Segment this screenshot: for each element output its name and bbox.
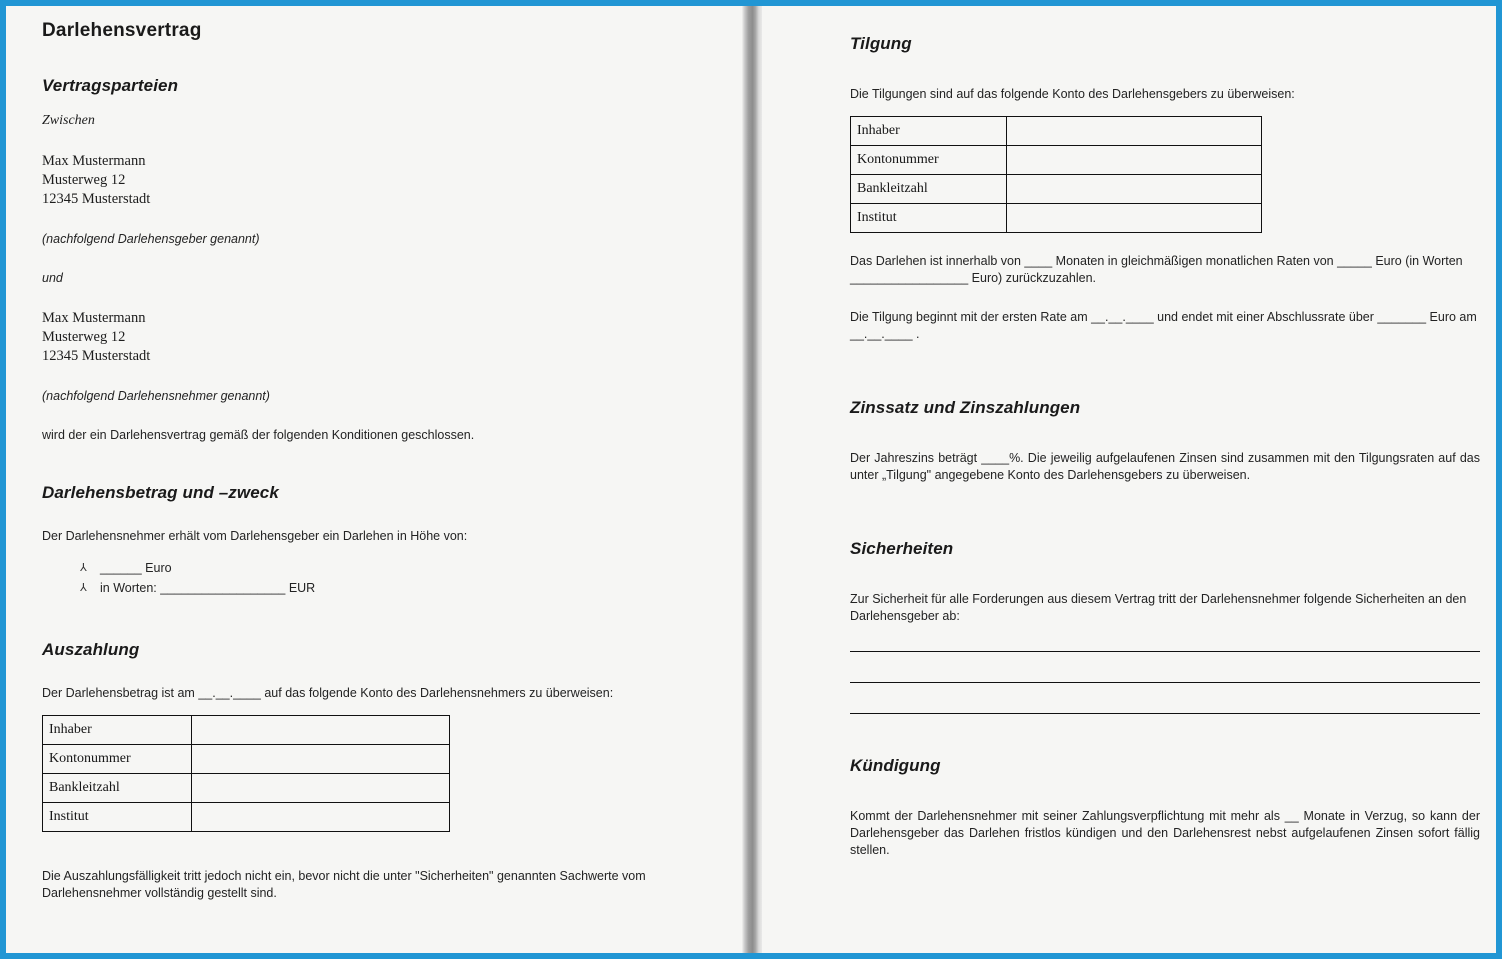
table-cell-value[interactable] bbox=[1006, 146, 1261, 175]
table-row bbox=[851, 117, 1262, 146]
page-title: Darlehensvertrag bbox=[42, 20, 202, 41]
table-cell-label: Institut bbox=[43, 803, 192, 832]
section-heading-kuendigung: Kündigung bbox=[850, 756, 941, 775]
table-cell-value[interactable] bbox=[191, 716, 450, 745]
section-heading-sicherheiten: Sicherheiten bbox=[850, 539, 954, 558]
darlehensbetrag-intro: Der Darlehensnehmer erhält vom Darlehensgeber ein Darlehen in Höhe von: bbox=[42, 529, 468, 543]
section-heading-tilgung: Tilgung bbox=[850, 34, 912, 53]
table-cell-label: Kontonummer bbox=[851, 146, 1007, 175]
spacer bbox=[42, 598, 702, 624]
list-item-label: in Worten: __________________ EUR bbox=[100, 581, 316, 595]
table-cell-value[interactable] bbox=[191, 803, 450, 832]
table-row bbox=[43, 716, 450, 745]
lender-address bbox=[42, 152, 702, 209]
spacer bbox=[850, 356, 1480, 382]
borrower-street: Musterweg 12 bbox=[42, 329, 126, 345]
page-gutter-shadow bbox=[742, 6, 764, 953]
darlehensbetrag-bullet-list bbox=[42, 558, 702, 598]
spacer bbox=[850, 740, 1480, 756]
tilgung-paragraph-2: Die Tilgung beginnt mit der ersten Rate am __.__.____ und endet mit einer Abschlussrate über _______ Euro am __.__.____ . bbox=[850, 310, 1477, 341]
vertragsparteien-closing: wird der ein Darlehensvertrag gemäß der folgenden Konditionen geschlossen. bbox=[42, 428, 475, 442]
zinssatz-paragraph: Der Jahreszins beträgt ____%. Die jeweilig aufgelaufenen Zinsen sind zusammen mit den Tilgungsraten auf das unter „Tilgung" angegebene Konto des Darlehensgebers zu überweisen. bbox=[850, 451, 1480, 482]
page-left-content bbox=[42, 20, 702, 915]
document-canvas bbox=[6, 6, 1496, 953]
borrower-note: (nachfolgend Darlehensnehmer genannt) bbox=[42, 389, 270, 403]
spacer bbox=[850, 70, 1480, 86]
page-right-content bbox=[850, 34, 1480, 872]
spacer bbox=[850, 497, 1480, 523]
spacer bbox=[42, 457, 702, 483]
section-heading-zinssatz: Zinssatz und Zinszahlungen bbox=[850, 398, 1081, 417]
spacer bbox=[42, 261, 702, 270]
spacer bbox=[42, 300, 702, 309]
table-row bbox=[851, 175, 1262, 204]
lender-city: 12345 Musterstadt bbox=[42, 191, 151, 207]
table-cell-label: Bankleitzahl bbox=[851, 175, 1007, 204]
spacer bbox=[42, 379, 702, 388]
table-cell-label: Inhaber bbox=[851, 117, 1007, 146]
table-cell-value[interactable] bbox=[191, 774, 450, 803]
table-cell-value[interactable] bbox=[191, 745, 450, 774]
section-heading-darlehensbetrag: Darlehensbetrag und –zweck bbox=[42, 483, 279, 502]
table-cell-value[interactable] bbox=[1006, 175, 1261, 204]
kuendigung-paragraph: Kommt der Darlehensnehmer mit seiner Zahlungsverpflichtung mit mehr als __ Monate in Verzug, so kann der Darlehensgeber das Darlehen fristlos kündigen und den Darlehensrest nebst aufgelaufenen Zinsen sofort fällig stellen. bbox=[850, 809, 1480, 857]
bullet-marker-icon: ⅄ bbox=[80, 561, 87, 574]
table-cell-label: Institut bbox=[851, 204, 1007, 233]
lender-street: Musterweg 12 bbox=[42, 172, 126, 188]
sicherheiten-blank-line-2[interactable] bbox=[850, 682, 1480, 683]
table-cell-label: Kontonummer bbox=[43, 745, 192, 774]
tilgung-paragraph-1: Das Darlehen ist innerhalb von ____ Monaten in gleichmäßigen monatlichen Raten von _____ Euro (in Worten _________________ Euro) zurückzuzahlen. bbox=[850, 254, 1463, 285]
lender-note: (nachfolgend Darlehensgeber genannt) bbox=[42, 232, 260, 246]
table-row bbox=[43, 745, 450, 774]
sicherheiten-blank-line-1[interactable] bbox=[850, 651, 1480, 652]
bullet-marker-icon: ⅄ bbox=[80, 581, 87, 594]
borrower-address bbox=[42, 309, 702, 366]
table-cell-value[interactable] bbox=[1006, 117, 1261, 146]
spacer bbox=[850, 792, 1480, 808]
sicherheiten-paragraph: Zur Sicherheit für alle Forderungen aus diesem Vertrag tritt der Darlehensnehmer folgende Sicherheiten an den Darlehensgeber ab: bbox=[850, 592, 1467, 623]
spacer bbox=[850, 575, 1480, 591]
list-item bbox=[80, 578, 702, 598]
spacer bbox=[850, 523, 1480, 539]
borrower-name: Max Mustermann bbox=[42, 310, 146, 326]
list-item bbox=[80, 558, 702, 578]
section-heading-vertragsparteien: Vertragsparteien bbox=[42, 76, 179, 95]
spacer bbox=[42, 222, 702, 231]
spacer bbox=[42, 519, 702, 528]
spacer bbox=[42, 143, 702, 152]
page-right bbox=[762, 6, 1496, 953]
spacer bbox=[850, 434, 1480, 450]
table-row bbox=[43, 774, 450, 803]
conjunction-und: und bbox=[42, 271, 63, 285]
tilgung-intro: Die Tilgungen sind auf das folgende Konto des Darlehensgebers zu überweisen: bbox=[850, 87, 1295, 101]
auszahlung-account-table bbox=[42, 715, 450, 832]
spacer bbox=[42, 676, 702, 685]
spacer bbox=[850, 714, 1480, 740]
table-row bbox=[43, 803, 450, 832]
spacer bbox=[42, 852, 702, 868]
tilgung-account-table bbox=[850, 116, 1262, 233]
spacer bbox=[850, 300, 1480, 309]
table-row bbox=[851, 204, 1262, 233]
page-left bbox=[6, 6, 744, 953]
table-cell-value[interactable] bbox=[1006, 204, 1261, 233]
auszahlung-note: Die Auszahlungsfälligkeit tritt jedoch nicht ein, bevor nicht die unter "Sicherheiten" genannten Sachwerte vom Darlehensnehmer vollständig gestellt sind. bbox=[42, 869, 646, 900]
spacer bbox=[42, 418, 702, 427]
list-item-label: ______ Euro bbox=[100, 561, 172, 575]
table-row bbox=[851, 146, 1262, 175]
label-zwischen: Zwischen bbox=[42, 113, 95, 128]
table-cell-label: Bankleitzahl bbox=[43, 774, 192, 803]
lender-name: Max Mustermann bbox=[42, 153, 146, 169]
borrower-city: 12345 Musterstadt bbox=[42, 348, 151, 364]
spacer bbox=[42, 624, 702, 640]
spacer bbox=[850, 382, 1480, 398]
section-heading-auszahlung: Auszahlung bbox=[42, 640, 140, 659]
auszahlung-intro: Der Darlehensbetrag ist am __.__.____ auf das folgende Konto des Darlehensnehmers zu überweisen: bbox=[42, 686, 614, 700]
table-cell-label: Inhaber bbox=[43, 716, 192, 745]
